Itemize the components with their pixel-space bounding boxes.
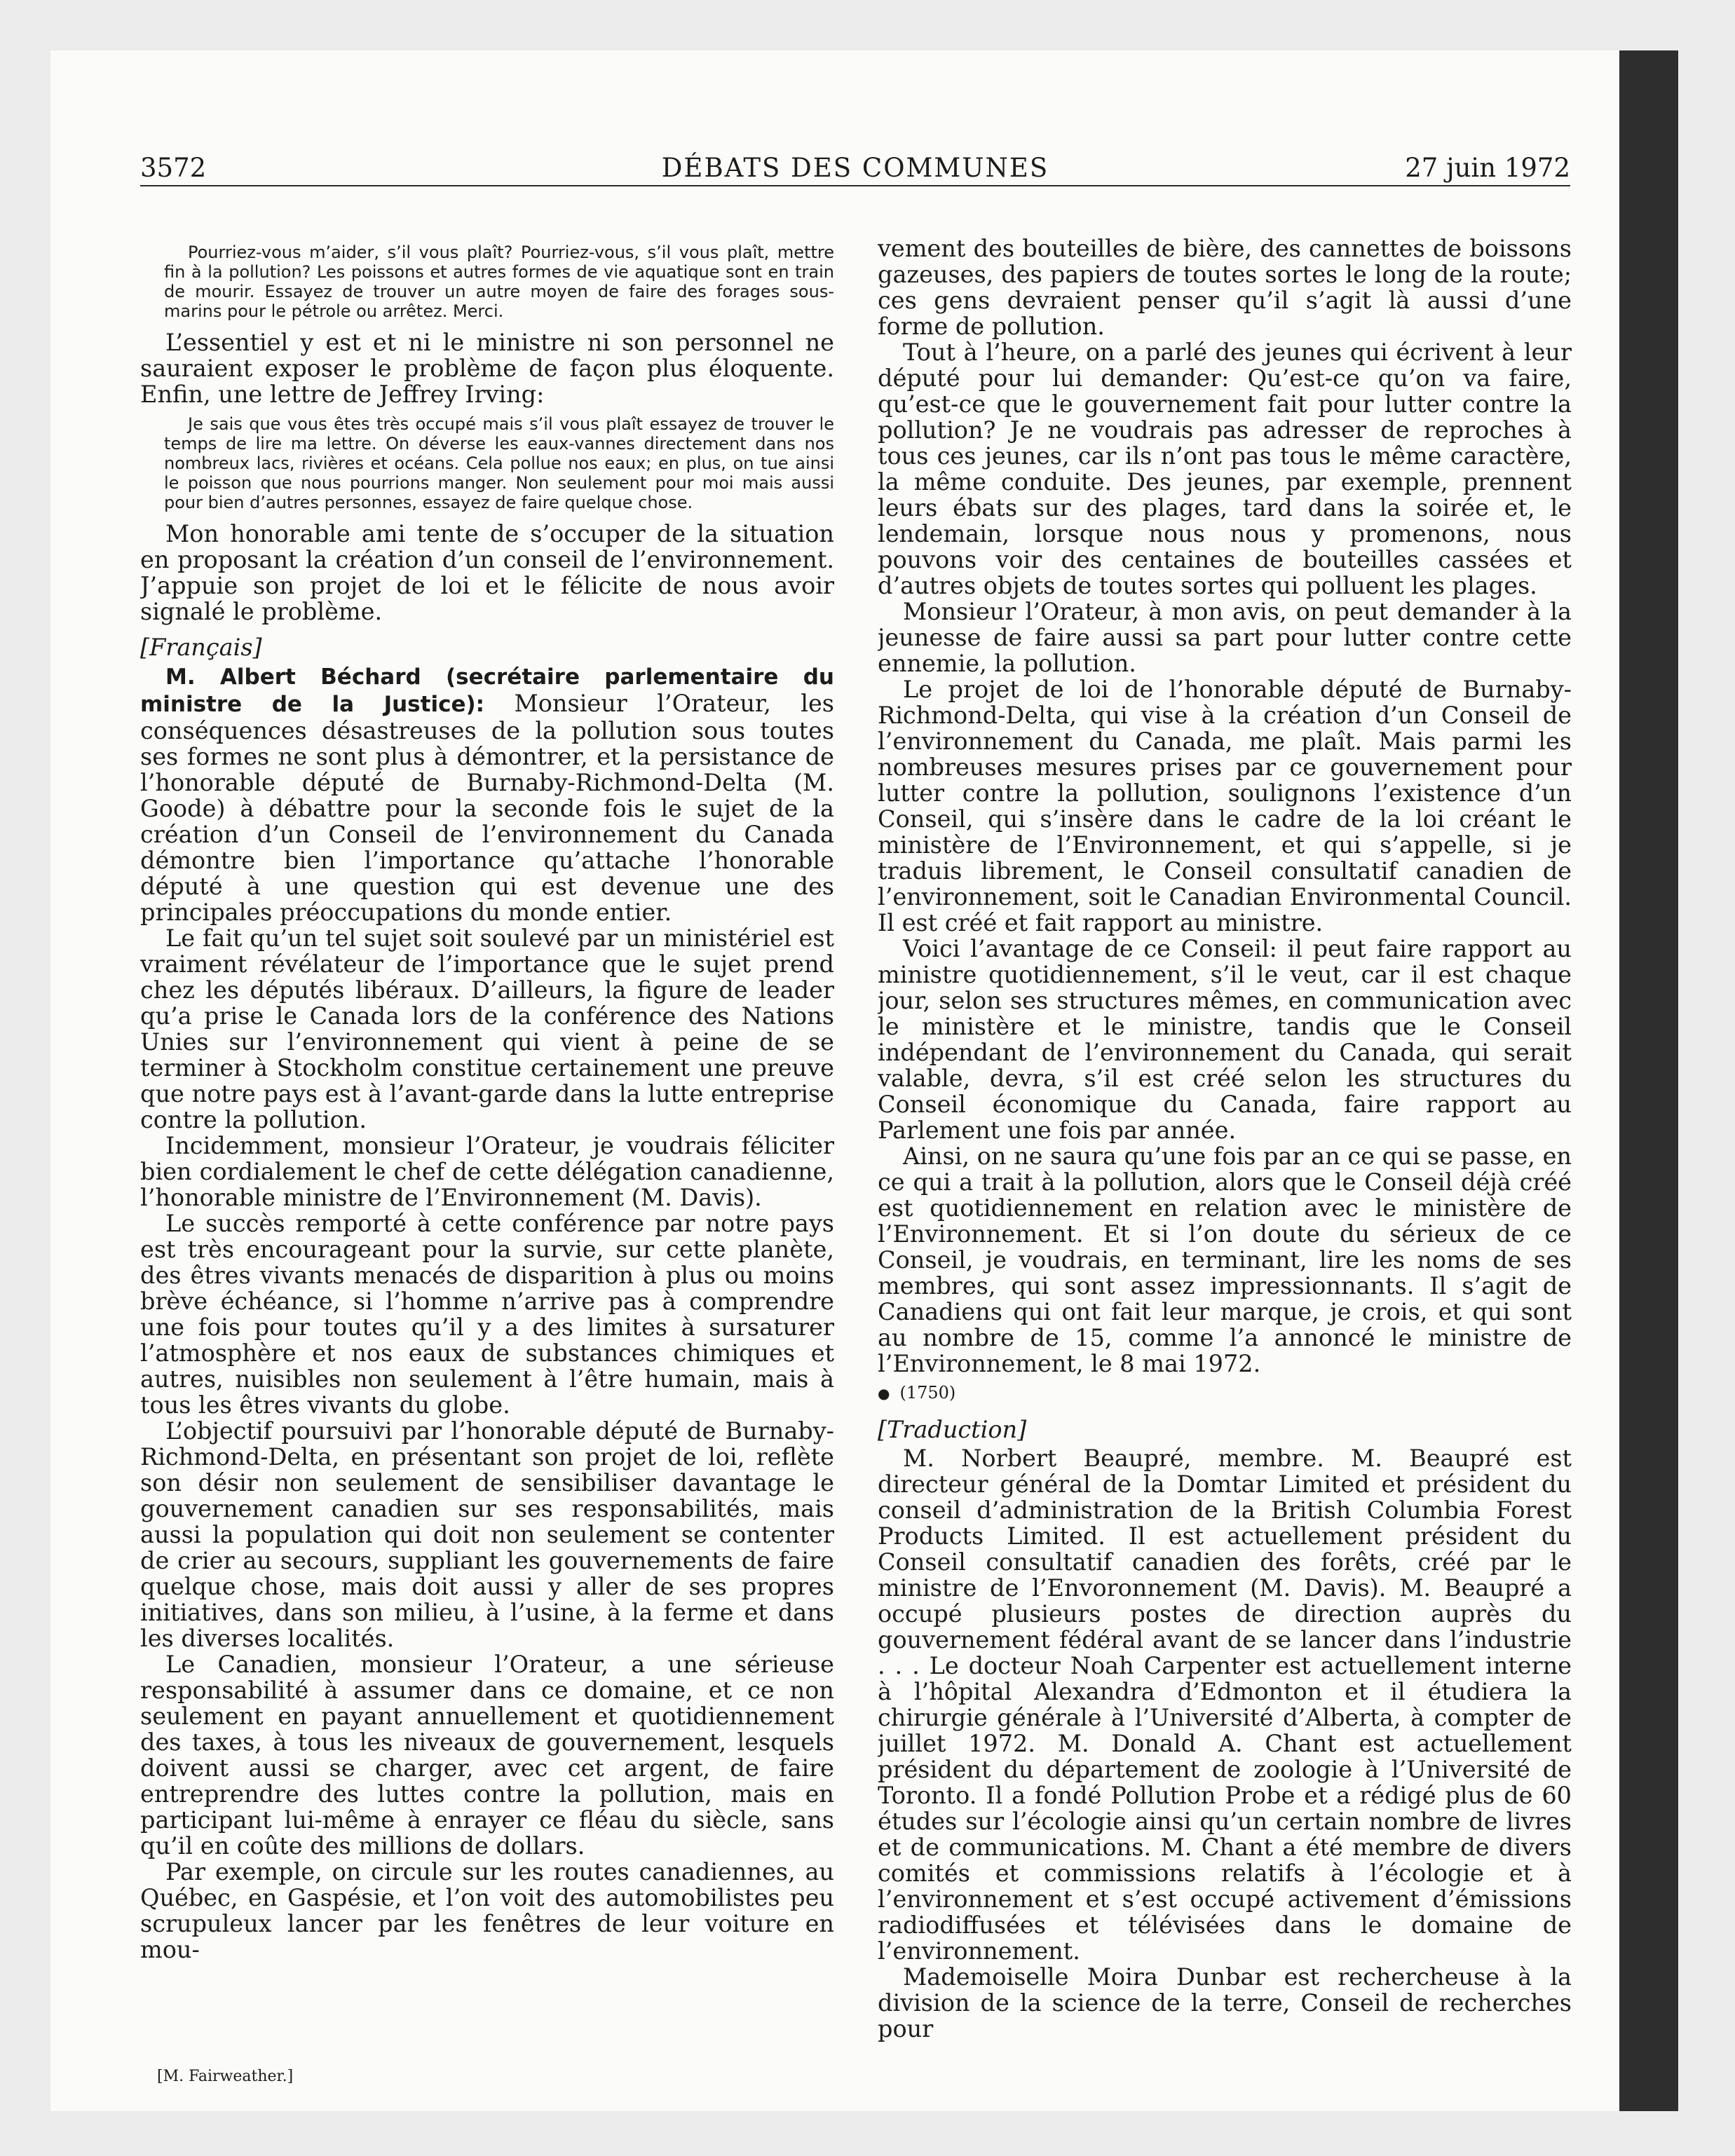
paragraph: Voici l’avantage de ce Conseil: il peut faire rapport au ministre quotidiennement, s’il le veut, car il est chaque jour, selon ses structures mêmes, en communication avec le ministère et le ministre, tandis que le Conseil indépendant de l’environnement du Canada, qui serait valable, devra, s’il est créé selon les structures du Conseil économique du Canada, faire rapport au Parlement une fois par année. [878, 935, 1572, 1144]
right-column [878, 236, 1572, 2058]
time-marker [878, 1382, 1572, 1404]
paragraph: Par exemple, on circule sur les routes canadiennes, au Québec, en Gaspésie, et l’on voit des automobilistes peu scrupuleux lancer par les fenêtres de leur voiture en mou- [140, 1858, 834, 1963]
speaker-name: M. Albert Béchard (secrétaire parlementaire du ministre de la Justice): [140, 664, 834, 717]
page-number: 3572 [140, 153, 207, 183]
paragraph: L’objectif poursuivi par l’honorable député de Burnaby-Richmond-Delta, en présentant son projet de loi, reflète son désir non seulement de sensibiliser davantage le gouvernement canadien sur ses responsabilités, mais aussi la population qui doit non seulement se contenter de crier au secours, suppliant les gouvernements de faire quelque chose, mais doit aussi y aller de ses propres initiatives, dans son milieu, à l’usine, à la ferme et dans les diverses localités. [140, 1417, 834, 1652]
paragraph: Ainsi, on ne saura qu’une fois par an ce qui se passe, en ce qui a trait à la pollution, alors que le Conseil déjà créé est quotidiennement en relation avec le ministère de l’Environnement. Et si l’on doute du sérieux de ce Conseil, je voudrais, en terminant, lire les noms de ses membres, qui sont assez impressionnants. Il s’agit de Canadiens qui ont fait leur marque, je crois, et qui sont au nombre de 15, comme l’a annoncé le ministre de l’Environnement, le 8 mai 1972. [878, 1142, 1572, 1377]
paragraph: Le projet de loi de l’honorable député de Burnaby-Richmond-Delta, qui vise à la création d’un Conseil de l’environnement du Canada, me plaît. Mais parmi les nombreuses mesures prises par ce gouvernement pour lutter contre la pollution, soulignons l’existence d’un Conseil, qui s’insère dans le cadre de la loi créant le ministère de l’Environnement, et qui s’appelle, si je traduis librement, le Conseil consultatif canadien de l’environnement, soit le Canadian Environmental Council. Il est créé et fait rapport au ministre. [878, 676, 1572, 936]
page-date: 27 juin 1972 [1405, 153, 1570, 183]
language-marker: [Traduction] [878, 1416, 1027, 1443]
paragraph: Le Canadien, monsieur l’Orateur, a une sérieuse responsabilité à assumer dans ce domaine, et ce non seulement en payant annuellement et quotidiennement des taxes, à tous les niveaux de gouvernement, lesquels doivent aussi se charger, avec cet argent, de faire entreprendre des luttes contre la pollution, mais en participant lui-même à enrayer ce fléau du siècle, sans qu’il en coûte des millions de dollars. [140, 1651, 834, 1860]
paragraph: Le succès remporté à cette conférence par notre pays est très encourageant pour la survie, sur cette planète, des êtres vivants menacés de disparition à plus ou moins brève échéance, si l’homme n’arrive pas à comprendre une fois pour toutes qu’il y a des limites à sursaturer l’atmosphère et nos eaux de substances chimiques et autres, nuisibles non seulement à l’être humain, mais à tous les êtres vivants du globe. [140, 1210, 834, 1419]
quoted-letter-1 [164, 243, 834, 321]
quote-text: Je sais que vous êtes très occupé mais s’il vous plaît essayez de trouver le temps de lire ma lettre. On déverse les eaux-vannes directement dans nos nombreux lacs, rivières et océans. Cela pollue nos eaux; en plus, on tue ainsi le poisson que nous pourrions manger. Non seulement pour moi mais aussi pour bien d’autres personnes, essayez de faire quelque chose. [164, 414, 834, 512]
paragraph: Mademoiselle Moira Dunbar est rechercheuse à la division de la science de la terre, Conseil de recherches pour [878, 1963, 1572, 2042]
paragraph: Incidemment, monsieur l’Orateur, je voudrais féliciter bien cordialement le chef de cette délégation canadienne, l’honorable ministre de l’Environnement (M. Davis). [140, 1132, 834, 1211]
timestamp-text: (1750) [899, 1383, 956, 1403]
page-header [140, 153, 1570, 186]
paragraph: L’essentiel y est et ni le ministre ni son personnel ne sauraient exposer le problème de façon plus éloquente. Enfin, une lettre de Jeffrey Irving: [140, 329, 834, 408]
quote-text: Pourriez-vous m’aider, s’il vous plaît? Pourriez-vous, s’il vous plaît, mettre fin à la pollution? Les poissons et autres formes de vie aquatique sont en train de mourir. Essayez de trouver un autre moyen de faire des forages sous-marins pour le pétrole ou arrêtez. Merci. [164, 243, 834, 321]
paragraph: Tout à l’heure, on a parlé des jeunes qui écrivent à leur député pour lui demander: Qu’est-ce qu’on va faire, qu’est-ce que le gouvernement fait pour lutter contre la pollution? Je ne voudrais pas adresser de reproches à tous ces jeunes, car ils n’ont pas tous le même caractère, la même conduite. Des jeunes, par exemple, prennent leurs ébats sur des plages, tard dans la soirée et, le lendemain, lorsque nous nous y promenons, nous pouvons voir des centaines de bouteilles cassées et d’autres objets de toutes sortes qui polluent les plages. [878, 339, 1572, 599]
bullet-icon: ● [878, 1385, 890, 1402]
speech-text: Monsieur l’Orateur, les conséquences désastreuses de la pollution sous toutes ses formes ne sont plus à démontrer, et la persistance de l’honorable député de Burnaby-Richmond-Delta (M. Goode) à débattre pour la seconde fois le sujet de la création d’un Conseil de l’environnement du Canada démontre bien l’importance qu’attache l’honorable député à une question qui est devenue une des principales préoccupations du monde entier. [140, 690, 834, 926]
paragraph: Le fait qu’un tel sujet soit soulevé par un ministériel est vraiment révélateur de l’importance que le sujet prend chez les députés libéraux. D’ailleurs, la figure de leader qu’a prise le Canada lors de la conférence des Nations Unies sur l’environnement qui vient à peine de se terminer à Stockholm constitue certainement une preuve que notre pays est à l’avant-garde dans la lutte entreprise contre la pollution. [140, 925, 834, 1133]
paragraph: M. Norbert Beaupré, membre. M. Beaupré est directeur général de la Domtar Limited et président du conseil d’administration de la British Columbia Forest Products Limited. Il est actuellement président du Conseil consultatif canadien des forêts, créé par le ministre de l’Envoronnement (M. Davis). M. Beaupré a occupé plusieurs postes de direction auprès du gouvernement fédéral avant de se lancer dans l’industrie . . . Le docteur Noah Carpenter est actuellement interne à l’hôpital Alexandra d’Edmonton et il étudiera la chirurgie générale à l’Université d’Alberta, à compter de juillet 1972. M. Donald A. Chant est actuellement président du département de zoologie à l’Université de Toronto. Il a fondé Pollution Probe et a rédigé plus de 60 études sur l’écologie ainsi qu’un certain nombre de livres et de communications. M. Chant a été membre de divers comités et commissions relatifs à l’écologie et à l’environnement et s’est occupé activement d’émissions radiodiffusées et télévisées dans le domaine de l’environnement. [878, 1445, 1572, 1965]
language-marker: [Français] [140, 634, 262, 661]
left-column [140, 236, 834, 2058]
footer-speaker-note: [M. Fairweather.] [157, 2068, 294, 2085]
paragraph: Mon honorable ami tente de s’occuper de la situation en proposant la création d’un conseil de l’environnement. J’appuie son projet de loi et le félicite de nous avoir signalé le problème. [140, 520, 834, 625]
quoted-letter-2 [164, 414, 834, 512]
publication-title: DÉBATS DES COMMUNES [661, 153, 1049, 183]
scan-edge-bar [1619, 50, 1678, 2111]
paragraph-continued: vement des bouteilles de bière, des cannettes de boissons gazeuses, des papiers de toutes sortes le long de la route; ces gens devraient penser qu’il s’agit là aussi d’une forme de pollution. [878, 236, 1572, 340]
paragraph: Monsieur l’Orateur, à mon avis, on peut demander à la jeunesse de faire aussi sa part pour lutter contre cette ennemie, la pollution. [878, 598, 1572, 677]
speaker-paragraph [140, 663, 834, 925]
